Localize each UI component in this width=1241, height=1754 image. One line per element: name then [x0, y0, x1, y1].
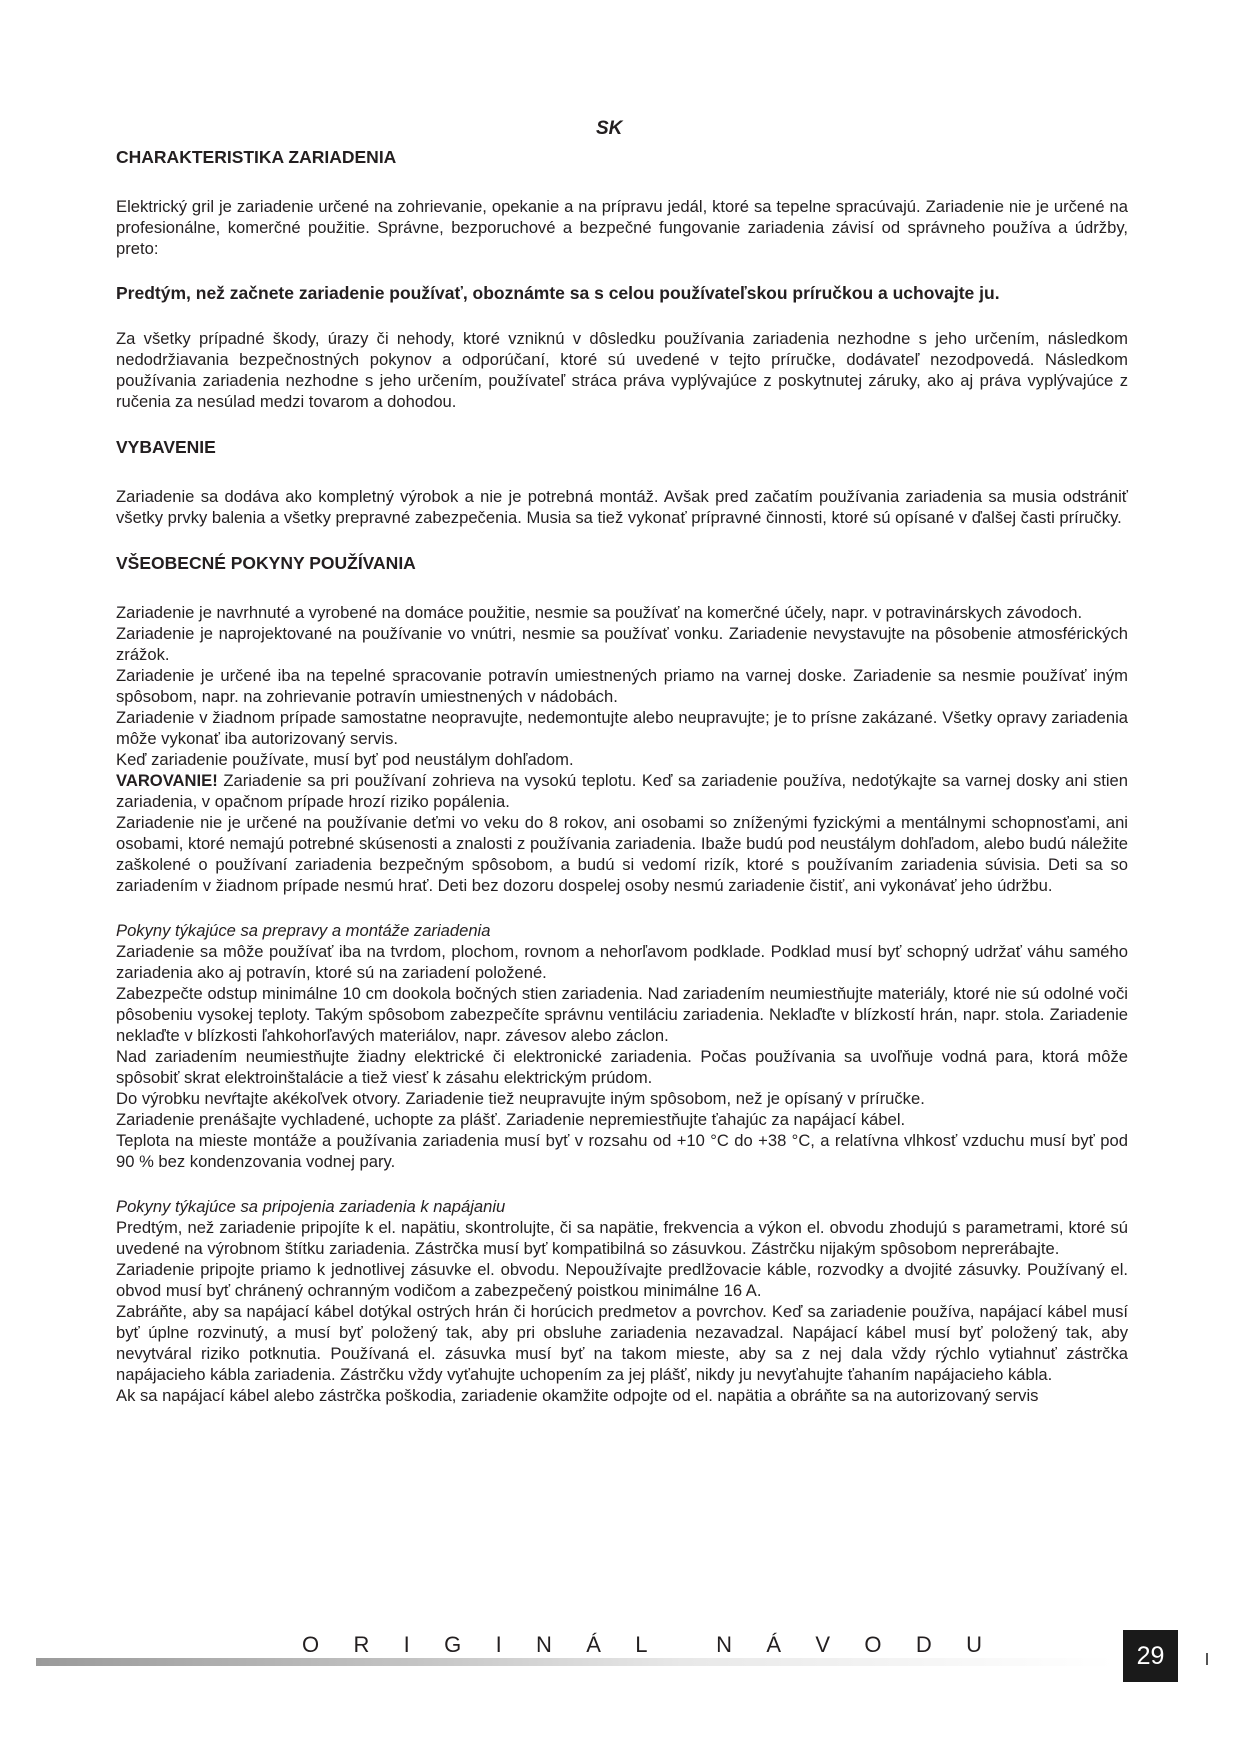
transport-line: Zariadenie sa môže používať iba na tvrdom, plochom, rovnom a nehorľavom podklade. Podklad musí byť schopný udržať váhu samého zariadenia ako aj potravín, ktoré sú na zariadení položené. [116, 942, 1128, 982]
footer-letter: N [536, 1632, 552, 1657]
footer-letter: U [966, 1632, 982, 1657]
transport-line: Zariadenie prenášajte vychladené, uchopte za plášť. Zariadenie nepremiestňujte ťahajúc za napájací kábel. [116, 1110, 906, 1129]
footer-letter: V [815, 1632, 831, 1657]
manual-content [116, 146, 1128, 1406]
power-line: Predtým, než zariadenie pripojíte k el. napätiu, skontrolujte, či sa napätie, frekvencia a výkon el. obvodu zhodujú s parametrami, ktoré sú uvedené na výrobnom štítku zariadenia. Zástrčka musí byť kompatibilná so zásuvkou. Zástrčku nijakým spôsobom neprerábajte. [116, 1218, 1128, 1258]
general-line: Zariadenie je navrhnuté a vyrobené na domáce použitie, nesmie sa používať na komerčné účely, napr. v potravinárskych závodoch. [116, 603, 1083, 622]
transport-line: Do výrobku nevŕtajte akékoľvek otvory. Zariadenie tiež neupravujte iným spôsobom, než je opísaný v príručke. [116, 1089, 925, 1108]
power-line: Zabráňte, aby sa napájací kábel dotýkal ostrých hrán či horúcich predmetov a povrchov. Keď sa zariadenie používa, napájací kábel musí byť úplne rozvinutý, a musí byť položený tak, aby pri obsluhe zariadenia nezavadzal. Napájací kábel musí byť položený tak, aby nevytváral riziko potknutia. Používaná el. zásuvka musí byť na takom mieste, aby sa z nej dala vždy rýchlo vytiahnuť zástrčka napájacieho kábla zariadenia. Zástrčku vždy vyťahujte uchopením za jej plášť, nikdy ju nevyťahujte ťahaním napájacieho kábla. [116, 1302, 1128, 1384]
paragraph-equipment: Zariadenie sa dodáva ako kompletný výrobok a nie je potrebná montáž. Avšak pred začatím používania zariadenia sa musia odstrániť všetky prvky balenia a všetky prepravné zabezpečenia. Musia sa tiež vykonať prípravné činnosti, ktoré sú opísané v ďalšej časti príručky. [116, 487, 1128, 527]
paragraph-intro: Elektrický gril je zariadenie určené na zohrievanie, opekanie a na prípravu jedál, ktoré sa tepelne spracúvajú. Zariadenie nie je určené na profesionálne, komerčné použitie. Správne, bezporuchové a bezpečné fungovanie zariadenia závisí od správneho používa a údržby, preto: [116, 197, 1128, 258]
heading-general-instructions: VŠEOBECNÉ POKYNY POUŽÍVANIA [116, 553, 416, 573]
heading-equipment: VYBAVENIE [116, 437, 216, 457]
general-line: Keď zariadenie používate, musí byť pod neustálym dohľadom. [116, 750, 574, 769]
power-line: Ak sa napájací kábel alebo zástrčka poškodia, zariadenie okamžite odpojte od el. napätia a obráňte sa na autorizovaný servis [116, 1386, 1039, 1405]
footer-letter: N [716, 1632, 733, 1657]
transport-line: Teplota na mieste montáže a používania zariadenia musí byť v rozsahu od +10 °C do +38 °C, a relatívna vlhkosť vzduchu musí byť pod 90 % bez kondenzovania vodnej pary. [116, 1131, 1128, 1171]
general-line: Zariadenie je naprojektované na používanie vo vnútri, nesmie sa používať vonku. Zariadenie nevystavujte na pôsobenie atmosférických zrážok. [116, 624, 1128, 664]
footer-letter: D [915, 1632, 932, 1657]
footer-gradient-bar [36, 1658, 1114, 1666]
transport-line: Nad zariadením neumiestňujte žiadny elektrické či elektronické zariadenia. Počas používania sa uvoľňuje vodná para, ktorá môže spôsobiť skrat elektroinštalácie a tiež viesť k zásahu elektrickým prúdom. [116, 1047, 1128, 1087]
warning-paragraph [116, 770, 1128, 812]
footer-letter: I [495, 1632, 502, 1657]
transport-line: Zabezpečte odstup minimálne 10 cm dookola bočných stien zariadenia. Nad zariadením neumiestňujte materiály, ktoré nie sú odolné voči pôsobeniu vysokej teploty. Takým spôsobom zabezpečíte správnu ventiláciu zariadenia. Neklaďte v blízkostí hrán, napr. stola. Zariadenie neklaďte v blízkosti ľahkohorľavých materiálov, napr. závesov alebo záclon. [116, 984, 1128, 1045]
page-number: 29 [1123, 1630, 1178, 1682]
subheading-transport: Pokyny týkajúce sa prepravy a montáže zariadenia [116, 921, 491, 940]
paragraph-read-manual: Predtým, než začnete zariadenie používať, oboznámte sa s celou používateľskou príručkou a uchovajte ju. [116, 283, 1000, 303]
footer-letter: Á [586, 1632, 601, 1657]
footer-letter: G [444, 1632, 462, 1657]
footer-letter: R [353, 1632, 370, 1657]
language-code: SK [596, 118, 623, 139]
general-line: Zariadenie je určené iba na tepelné spracovanie potravín umiestnených priamo na varnej doske. Zariadenie sa nesmie používať iným spôsobom, napr. na zohrievanie potravín umiestnených v nádobách. [116, 666, 1128, 706]
warning-text: Zariadenie sa pri používaní zohrieva na vysokú teplotu. Keď sa zariadenie používa, nedotýkajte sa varnej dosky ani stien zariadenia, v opačnom prípade hrozí riziko popálenia. [116, 771, 1128, 811]
power-line: Zariadenie pripojte priamo k jednotlivej zásuvke el. obvodu. Nepoužívajte predlžovacie káble, rozvodky a dvojité zásuvky. Používaný el. obvod musí byť chránený ochranným vodičom a zabezpečený poistkou minimálne 16 A. [116, 1260, 1128, 1300]
footer-original-manual [302, 1632, 982, 1658]
footer-letter: I [403, 1632, 410, 1657]
footer-letter: L [635, 1632, 648, 1657]
footer-letter: O [864, 1632, 882, 1657]
footer-letter: O [302, 1632, 320, 1657]
heading-characteristics: CHARAKTERISTIKA ZARIADENIA [116, 147, 397, 167]
general-line: Zariadenie v žiadnom prípade samostatne neopravujte, nedemontujte alebo neupravujte; je to prísne zakázané. Všetky opravy zariadenia môže vykonať iba autorizovaný servis. [116, 708, 1128, 748]
warning-label: VAROVANIE! [116, 771, 218, 790]
subheading-power: Pokyny týkajúce sa pripojenia zariadenia k napájaniu [116, 1197, 506, 1216]
footer-letter: Á [766, 1632, 782, 1657]
paragraph-liability: Za všetky prípadné škody, úrazy či nehody, ktoré vzniknú v dôsledku používania zariadenia nezhodne s jeho určením, následkom nedodržiavania bezpečnostných pokynov a odporúčaní, ktoré sú uvedené v tejto príručke, dodávateľ nezodpovedá. Následkom používania zariadenia nezhodne s jeho určením, používateľ stráca práva vyplývajúce z poskytnutej záruky, ako aj práva vyplývajúce z ručenia za nesúlad medzi tovarom a dohodou. [116, 329, 1128, 411]
paragraph-children: Zariadenie nie je určené na používanie deťmi vo veku do 8 rokov, ani osobami so zníženými fyzickými a mentálnymi schopnosťami, ani osobami, ktoré nemajú potrebné skúsenosti a znalosti z používania zariadenia. Ibaže budú pod neustálym dohľadom, alebo budú náležite zaškolené o používaní zariadenia bezpečným spôsobom, a budú si vedomí rizík, ktoré s používaním zariadenia súvisia. Deti sa so zariadením v žiadnom prípade nesmú hrať. Deti bez dozoru dospelej osoby nesmú zariadenie čistiť, ani vykonávať jeho údržbu. [116, 813, 1128, 895]
edge-marker [1206, 1653, 1208, 1665]
